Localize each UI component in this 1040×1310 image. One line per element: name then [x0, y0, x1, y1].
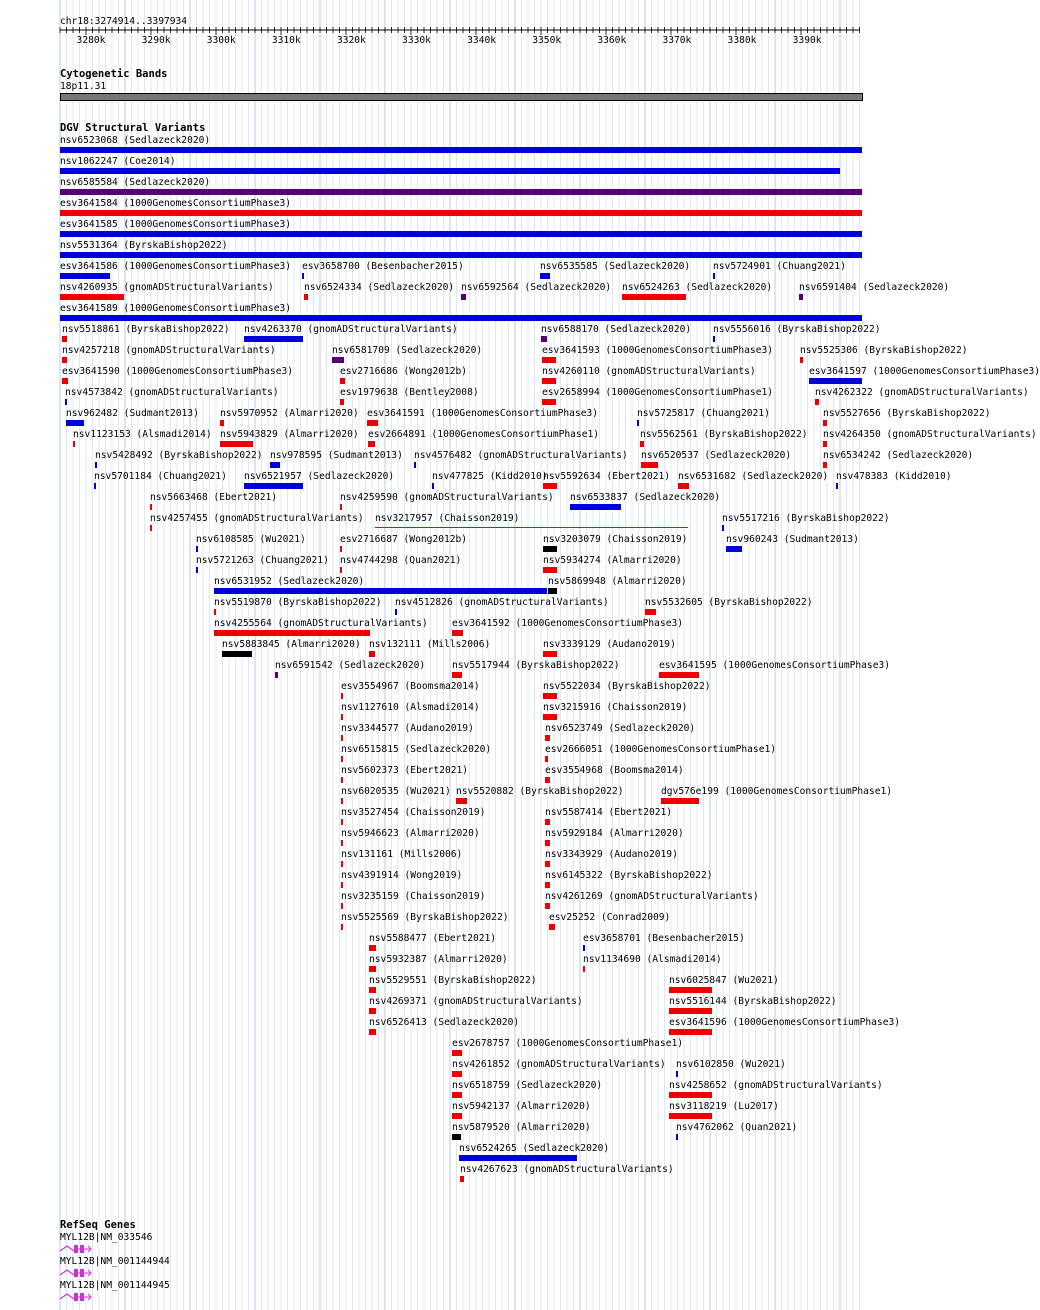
region-label: chr18:3274914..3397934: [60, 16, 188, 27]
sv-feature-bar[interactable]: [220, 441, 253, 447]
sv-feature-label: nsv5532605 (ByrskaBishop2022): [645, 597, 813, 608]
sv-feature-label: nsv5522034 (ByrskaBishop2022): [543, 681, 711, 692]
sv-feature-bar[interactable]: [659, 672, 699, 678]
sv-feature-bar[interactable]: [340, 567, 342, 573]
sv-feature-label: nsv4269371 (gnomADStructuralVariants): [369, 996, 583, 1007]
sv-feature-bar[interactable]: [809, 378, 862, 384]
sv-feature-label: nsv6524265 (Sedlazeck2020): [459, 1143, 610, 1154]
sv-feature-label: esv3641595 (1000GenomesConsortiumPhase3): [659, 660, 891, 671]
refseq-track-title: RefSeq Genes: [60, 1219, 136, 1231]
sv-feature-bar[interactable]: [432, 483, 434, 489]
sv-feature-bar[interactable]: [196, 567, 198, 573]
sv-feature-label: nsv6592564 (Sedlazeck2020): [461, 282, 612, 293]
sv-feature-bar[interactable]: [542, 378, 556, 384]
sv-feature-label: nsv6102850 (Wu2021): [676, 1059, 786, 1070]
sv-feature-bar[interactable]: [60, 252, 862, 258]
sv-feature-label: nsv4391914 (Wong2019): [341, 870, 463, 881]
sv-feature-label: nsv1123153 (Alsmadi2014): [73, 429, 212, 440]
sv-feature-bar[interactable]: [341, 861, 343, 867]
sv-feature-bar[interactable]: [341, 798, 343, 804]
sv-feature-label: esv25252 (Conrad2009): [549, 912, 671, 923]
sv-feature-label: nsv5517216 (ByrskaBishop2022): [722, 513, 890, 524]
sv-feature-bar[interactable]: [641, 462, 658, 468]
sv-feature-label: nsv3215916 (Chaisson2019): [543, 702, 688, 713]
sv-feature-label: nsv131161 (Mills2006): [341, 849, 463, 860]
sv-feature-bar[interactable]: [452, 1113, 462, 1119]
sv-feature-bar[interactable]: [570, 504, 621, 510]
sv-feature-bar[interactable]: [669, 987, 712, 993]
sv-feature-bar[interactable]: [540, 273, 550, 279]
sv-feature-bar[interactable]: [60, 231, 862, 237]
sv-feature-label: nsv3339129 (Audano2019): [543, 639, 676, 650]
dgv-track-title: DGV Structural Variants: [60, 122, 206, 134]
sv-feature-label: nsv3527454 (Chaisson2019): [341, 807, 486, 818]
sv-feature-label: nsv6025847 (Wu2021): [669, 975, 779, 986]
sv-feature-bar[interactable]: [367, 420, 378, 426]
sv-feature-bar[interactable]: [452, 672, 462, 678]
sv-feature-label: nsv5525306 (ByrskaBishop2022): [800, 345, 968, 356]
sv-feature-label: nsv978595 (Sudmant2013): [270, 450, 403, 461]
sv-feature-label: nsv5531364 (ByrskaBishop2022): [60, 240, 228, 251]
sv-feature-bar[interactable]: [545, 861, 550, 867]
sv-feature-bar[interactable]: [543, 651, 557, 657]
sv-feature-bar[interactable]: [583, 966, 585, 972]
sv-feature-label: nsv6521957 (Sedlazeck2020): [244, 471, 395, 482]
sv-feature-bar[interactable]: [461, 294, 466, 300]
sv-feature-label: nsv5602373 (Ebert2021): [341, 765, 469, 776]
sv-feature-label: nsv5518861 (ByrskaBishop2022): [62, 324, 230, 335]
sv-feature-label: esv3641586 (1000GenomesConsortiumPhase3): [60, 261, 292, 272]
sv-feature-bar[interactable]: [543, 714, 557, 720]
sv-feature-bar[interactable]: [452, 1050, 462, 1056]
ruler-tick-label: 3330k: [402, 35, 431, 46]
sv-feature-label: esv3641589 (1000GenomesConsortiumPhase3): [60, 303, 292, 314]
sv-feature-bar[interactable]: [270, 462, 280, 468]
sv-feature-bar[interactable]: [214, 609, 216, 615]
sv-feature-bar[interactable]: [341, 756, 343, 762]
sv-feature-label: nsv4573842 (gnomADStructuralVariants): [65, 387, 279, 398]
sv-feature-label: nsv3203079 (Chaisson2019): [543, 534, 688, 545]
ruler-tick-label: 3360k: [597, 35, 627, 46]
sv-feature-label: nsv6520537 (Sedlazeck2020): [641, 450, 792, 461]
gene-label: MYL12B|NM_001144944: [60, 1256, 170, 1267]
ruler-tick-label: 3320k: [336, 35, 366, 46]
sv-feature-bar[interactable]: [452, 630, 463, 636]
sv-feature-bar[interactable]: [340, 546, 342, 552]
sv-feature-label: nsv5943829 (Almarri2020): [220, 429, 359, 440]
sv-feature-label: nsv5724901 (Chuang2021): [713, 261, 846, 272]
sv-feature-bar[interactable]: [726, 546, 742, 552]
sv-feature-label: nsv6518759 (Sedlazeck2020): [452, 1080, 603, 1091]
sv-feature-bar[interactable]: [60, 147, 862, 153]
sv-feature-bar[interactable]: [713, 273, 715, 279]
sv-feature-label: nsv4261852 (gnomADStructuralVariants): [452, 1059, 666, 1070]
cytoband-track-title: Cytogenetic Bands: [60, 68, 168, 80]
ruler-tick-label: 3300k: [206, 35, 236, 46]
sv-feature-label: nsv960243 (Sudmant2013): [726, 534, 859, 545]
sv-feature-label: nsv4255564 (gnomADStructuralVariants): [214, 618, 428, 629]
sv-feature-label: nsv5883845 (Almarri2020): [222, 639, 361, 650]
sv-feature-bar[interactable]: [369, 966, 376, 972]
sv-feature-label: nsv6534242 (Sedlazeck2020): [823, 450, 974, 461]
sv-feature-label: nsv6533837 (Sedlazeck2020): [570, 492, 721, 503]
sv-feature-bar[interactable]: [62, 357, 67, 363]
sv-feature-bar[interactable]: [676, 1071, 678, 1077]
sv-feature-bar[interactable]: [196, 546, 198, 552]
sv-feature-bar[interactable]: [545, 882, 550, 888]
sv-feature-bar[interactable]: [549, 924, 555, 930]
sv-feature-label: nsv4264350 (gnomADStructuralVariants): [823, 429, 1037, 440]
sv-feature-label: nsv1062247 (Coe2014): [60, 156, 176, 167]
sv-feature-bar[interactable]: [150, 525, 152, 531]
sv-feature-bar[interactable]: [214, 630, 370, 636]
sv-feature-label: dgv576e199 (1000GenomesConsortiumPhase1): [661, 786, 893, 797]
sv-feature-bar[interactable]: [661, 798, 699, 804]
sv-feature-bar[interactable]: [368, 441, 375, 447]
sv-feature-label: esv3554968 (Boomsma2014): [545, 765, 684, 776]
sv-feature-bar[interactable]: [583, 945, 585, 951]
sv-feature-bar[interactable]: [340, 504, 342, 510]
sv-feature-label: nsv5879520 (Almarri2020): [452, 1122, 591, 1133]
sv-feature-label: nsv5529551 (ByrskaBishop2022): [369, 975, 537, 986]
sv-feature-bar[interactable]: [669, 1008, 712, 1014]
sv-feature-bar[interactable]: [414, 462, 416, 468]
sv-feature-label: nsv3344577 (Audano2019): [341, 723, 474, 734]
sv-feature-label: nsv6515815 (Sedlazeck2020): [341, 744, 492, 755]
sv-feature-bar[interactable]: [800, 357, 803, 363]
sv-feature-label: nsv6531682 (Sedlazeck2020): [678, 471, 829, 482]
sv-feature-label: nsv4744298 (Quan2021): [340, 555, 462, 566]
sv-feature-bar[interactable]: [545, 903, 550, 909]
sv-feature-bar[interactable]: [543, 567, 557, 573]
sv-feature-bar[interactable]: [62, 336, 67, 342]
sv-feature-label: esv3641597 (1000GenomesConsortiumPhase3): [809, 366, 1040, 377]
sv-feature-label: nsv5932387 (Almarri2020): [369, 954, 508, 965]
sv-feature-bar[interactable]: [340, 399, 344, 405]
sv-feature-bar[interactable]: [815, 399, 819, 405]
sv-feature-bar[interactable]: [543, 546, 557, 552]
sv-feature-bar[interactable]: [73, 441, 75, 447]
sv-feature-bar[interactable]: [341, 819, 343, 825]
sv-feature-label: nsv5556016 (ByrskaBishop2022): [713, 324, 881, 335]
sv-feature-bar[interactable]: [302, 273, 304, 279]
ruler-tick-label: 3350k: [532, 35, 562, 46]
sv-feature-label: nsv6591404 (Sedlazeck2020): [799, 282, 950, 293]
sv-feature-label: nsv5428492 (ByrskaBishop2022): [95, 450, 263, 461]
sv-feature-label: nsv6526413 (Sedlazeck2020): [369, 1017, 520, 1028]
sv-feature-label: nsv5562561 (ByrskaBishop2022): [640, 429, 808, 440]
sv-feature-bar[interactable]: [60, 294, 124, 300]
sv-feature-label: nsv6523749 (Sedlazeck2020): [545, 723, 696, 734]
sv-feature-label: nsv6145322 (ByrskaBishop2022): [545, 870, 713, 881]
sv-feature-bar[interactable]: [456, 798, 467, 804]
sv-feature-label: nsv478383 (Kidd2010): [836, 471, 952, 482]
cytoband-bar[interactable]: [60, 93, 863, 101]
sv-feature-label: nsv5527656 (ByrskaBishop2022): [823, 408, 991, 419]
sv-feature-label: nsv962482 (Sudmant2013): [66, 408, 199, 419]
sv-feature-bar[interactable]: [340, 378, 345, 384]
sv-feature-bar[interactable]: [545, 840, 550, 846]
sv-feature-label: nsv5701184 (Chuang2021): [94, 471, 227, 482]
sv-feature-label: nsv477825 (Kidd2010): [432, 471, 548, 482]
sv-feature-bar[interactable]: [669, 1113, 712, 1119]
sv-feature-label: esv3641585 (1000GenomesConsortiumPhase3): [60, 219, 292, 230]
sv-feature-label: esv3658701 (Besenbacher2015): [583, 933, 745, 944]
sv-feature-label: nsv5869948 (Almarri2020): [548, 576, 687, 587]
sv-feature-label: nsv4762062 (Quan2021): [676, 1122, 798, 1133]
gene-model-icon[interactable]: [59, 1243, 95, 1255]
sv-feature-bar[interactable]: [452, 1071, 462, 1077]
sv-feature-label: nsv5587414 (Ebert2021): [545, 807, 673, 818]
sv-feature-label: nsv5946623 (Almarri2020): [341, 828, 480, 839]
sv-feature-bar[interactable]: [341, 924, 343, 930]
sv-feature-label: nsv5970952 (Almarri2020): [220, 408, 359, 419]
sv-feature-bar[interactable]: [460, 1176, 464, 1182]
ruler-tick-label: 3280k: [76, 35, 106, 46]
cytoband-label: 18p11.31: [60, 81, 107, 92]
sv-feature-label: nsv6524263 (Sedlazeck2020): [622, 282, 773, 293]
sv-feature-label: nsv6020535 (Wu2021): [341, 786, 451, 797]
sv-feature-bar[interactable]: [341, 903, 343, 909]
sv-feature-bar[interactable]: [220, 420, 224, 426]
sv-feature-bar[interactable]: [94, 483, 96, 489]
sv-feature-bar[interactable]: [823, 441, 827, 447]
sv-feature-label: nsv3343929 (Audano2019): [545, 849, 678, 860]
sv-feature-label: nsv3118219 (Lu2017): [669, 1101, 779, 1112]
sv-feature-bar[interactable]: [369, 987, 376, 993]
sv-feature-bar[interactable]: [244, 336, 303, 342]
ruler-tick-label: 3290k: [141, 35, 171, 46]
gene-model-icon[interactable]: [59, 1291, 95, 1303]
sv-feature-label: nsv5588477 (Ebert2021): [369, 933, 497, 944]
sv-feature-label: nsv4258652 (gnomADStructuralVariants): [669, 1080, 883, 1091]
sv-feature-label: esv3641591 (1000GenomesConsortiumPhase3): [367, 408, 599, 419]
sv-feature-label: esv3641584 (1000GenomesConsortiumPhase3): [60, 198, 292, 209]
sv-feature-bar[interactable]: [244, 483, 303, 489]
sv-feature-label: nsv132111 (Mills2006): [369, 639, 491, 650]
sv-feature-label: nsv4262322 (gnomADStructuralVariants): [815, 387, 1029, 398]
sv-feature-label: esv2666051 (1000GenomesConsortiumPhase1): [545, 744, 777, 755]
sv-feature-bar[interactable]: [713, 336, 715, 342]
sv-feature-bar[interactable]: [214, 588, 547, 594]
ruler-tick-label: 3310k: [271, 35, 301, 46]
sv-feature-bar[interactable]: [332, 357, 344, 363]
sv-feature-bar[interactable]: [66, 420, 84, 426]
sv-feature-label: esv3554967 (Boomsma2014): [341, 681, 480, 692]
sv-feature-label: nsv1127610 (Alsmadi2014): [341, 702, 480, 713]
sv-feature-bar[interactable]: [799, 294, 803, 300]
sv-feature-label: nsv5525569 (ByrskaBishop2022): [341, 912, 509, 923]
sv-feature-label: esv3641592 (1000GenomesConsortiumPhase3): [452, 618, 684, 629]
sv-feature-bar[interactable]: [545, 756, 548, 762]
sv-feature-label: esv1979638 (Bentley2008): [340, 387, 479, 398]
sv-feature-label: esv3641593 (1000GenomesConsortiumPhase3): [542, 345, 774, 356]
sv-feature-bar[interactable]: [369, 1008, 376, 1014]
sv-feature-label: nsv6108585 (Wu2021): [196, 534, 306, 545]
sv-feature-bar[interactable]: [369, 651, 375, 657]
sv-feature-bar[interactable]: [369, 945, 376, 951]
sv-feature-bar[interactable]: [541, 336, 547, 342]
sv-feature-bar[interactable]: [722, 525, 724, 531]
sv-feature-bar[interactable]: [341, 882, 343, 888]
sv-feature-bar[interactable]: [60, 189, 862, 195]
gene-model-icon[interactable]: [59, 1267, 95, 1279]
sv-feature-label: nsv6588170 (Sedlazeck2020): [541, 324, 692, 335]
sv-feature-bar[interactable]: [543, 483, 557, 489]
sv-feature-bar[interactable]: [304, 294, 308, 300]
sv-feature-label: nsv6531952 (Sedlazeck2020): [214, 576, 365, 587]
sv-feature-bar[interactable]: [452, 1134, 461, 1140]
sv-feature-label: nsv5516144 (ByrskaBishop2022): [669, 996, 837, 1007]
sv-feature-label: nsv4512826 (gnomADStructuralVariants): [395, 597, 609, 608]
sv-feature-label: nsv4576482 (gnomADStructuralVariants): [414, 450, 628, 461]
sv-feature-bar[interactable]: [452, 1092, 462, 1098]
sv-feature-label: esv2716687 (Wong2012b): [340, 534, 468, 545]
sv-feature-bar[interactable]: [459, 1155, 577, 1161]
sv-feature-bar[interactable]: [545, 777, 550, 783]
sv-feature-label: nsv5934274 (Almarri2020): [543, 555, 682, 566]
sv-feature-label: nsv4260935 (gnomADStructuralVariants): [60, 282, 274, 293]
sv-feature-label: nsv4257455 (gnomADStructuralVariants): [150, 513, 364, 524]
ruler-tick-marks: [60, 27, 860, 35]
sv-feature-bar[interactable]: [222, 651, 252, 657]
sv-feature-label: nsv5592634 (Ebert2021): [543, 471, 671, 482]
sv-feature-bar[interactable]: [60, 273, 110, 279]
sv-feature-label: nsv5725817 (Chuang2021): [637, 408, 770, 419]
sv-feature-label: esv2716686 (Wong2012b): [340, 366, 468, 377]
sv-feature-label: nsv5942137 (Almarri2020): [452, 1101, 591, 1112]
sv-feature-bar[interactable]: [640, 441, 644, 447]
sv-feature-label: nsv5663468 (Ebert2021): [150, 492, 278, 503]
sv-feature-bar[interactable]: [543, 693, 557, 699]
sv-feature-bar[interactable]: [823, 420, 827, 426]
sv-feature-bar[interactable]: [369, 1029, 376, 1035]
sv-feature-bar[interactable]: [545, 819, 550, 825]
sv-feature-bar[interactable]: [542, 357, 556, 363]
sv-feature-bar[interactable]: [341, 840, 343, 846]
sv-feature-label: nsv6591542 (Sedlazeck2020): [275, 660, 426, 671]
sv-feature-label: nsv5520882 (ByrskaBishop2022): [456, 786, 624, 797]
sv-feature-bar[interactable]: [542, 399, 556, 405]
sv-feature-bar[interactable]: [823, 462, 827, 468]
sv-feature-bar[interactable]: [622, 294, 686, 300]
sv-feature-bar[interactable]: [341, 777, 343, 783]
ruler-axis: [0, 0, 890, 60]
sv-feature-bar[interactable]: [395, 609, 397, 615]
sv-feature-label: esv3658700 (Besenbacher2015): [302, 261, 464, 272]
sv-feature-label: nsv4261269 (gnomADStructuralVariants): [545, 891, 759, 902]
sv-feature-bar[interactable]: [676, 1134, 678, 1140]
sv-feature-bar[interactable]: [275, 672, 278, 678]
sv-feature-bar[interactable]: [62, 378, 68, 384]
sv-feature-label: esv3641596 (1000GenomesConsortiumPhase3): [669, 1017, 901, 1028]
sv-feature-bar[interactable]: [548, 588, 557, 594]
sv-feature-bar[interactable]: [65, 399, 67, 405]
sv-feature-label: nsv4263370 (gnomADStructuralVariants): [244, 324, 458, 335]
sv-feature-label: nsv1134690 (Alsmadi2014): [583, 954, 722, 965]
gene-label: MYL12B|NM_001144945: [60, 1280, 170, 1291]
sv-feature-bar[interactable]: [341, 693, 343, 699]
sv-feature-label: nsv6585584 (Sedlazeck2020): [60, 177, 211, 188]
ruler-tick-label: 3340k: [467, 35, 497, 46]
sv-feature-label: nsv4257218 (gnomADStructuralVariants): [62, 345, 276, 356]
sv-feature-bar[interactable]: [678, 483, 689, 489]
sv-feature-bar[interactable]: [669, 1092, 712, 1098]
sv-feature-label: esv2664891 (1000GenomesConsortiumPhase1): [368, 429, 600, 440]
sv-feature-label: nsv6535585 (Sedlazeck2020): [540, 261, 691, 272]
sv-feature-label: nsv5721263 (Chuang2021): [196, 555, 329, 566]
sv-feature-label: nsv6523068 (Sedlazeck2020): [60, 135, 211, 146]
sv-feature-bar[interactable]: [637, 420, 639, 426]
gene-label: MYL12B|NM_033546: [60, 1232, 153, 1243]
sv-feature-bar[interactable]: [341, 735, 343, 741]
sv-feature-bar[interactable]: [60, 315, 862, 321]
ruler-tick-label: 3390k: [792, 35, 822, 46]
sv-feature-label: esv3641590 (1000GenomesConsortiumPhase3): [62, 366, 294, 377]
ruler-tick-label: 3370k: [662, 35, 692, 46]
sv-feature-bar[interactable]: [836, 483, 838, 489]
sv-feature-bar[interactable]: [645, 609, 656, 615]
sv-feature-label: nsv6524334 (Sedlazeck2020): [304, 282, 455, 293]
sv-feature-bar[interactable]: [95, 462, 97, 468]
sv-feature-label: nsv5519870 (ByrskaBishop2022): [214, 597, 382, 608]
sv-feature-bar[interactable]: [150, 504, 152, 510]
sv-feature-label: nsv4259590 (gnomADStructuralVariants): [340, 492, 554, 503]
sv-feature-label: nsv4267623 (gnomADStructuralVariants): [460, 1164, 674, 1175]
sv-feature-bar[interactable]: [60, 168, 840, 174]
sv-feature-label: nsv6581709 (Sedlazeck2020): [332, 345, 483, 356]
sv-feature-label: esv2678757 (1000GenomesConsortiumPhase1): [452, 1038, 684, 1049]
sv-feature-bar[interactable]: [341, 714, 343, 720]
sv-feature-label: nsv3217957 (Chaisson2019): [375, 513, 520, 524]
sv-feature-bar[interactable]: [60, 210, 862, 216]
sv-feature-bar[interactable]: [375, 527, 688, 528]
sv-feature-label: nsv4260110 (gnomADStructuralVariants): [542, 366, 756, 377]
sv-feature-label: nsv5929184 (Almarri2020): [545, 828, 684, 839]
sv-feature-bar[interactable]: [545, 735, 550, 741]
sv-feature-label: nsv5517944 (ByrskaBishop2022): [452, 660, 620, 671]
ruler-tick-label: 3380k: [727, 35, 757, 46]
sv-feature-bar[interactable]: [669, 1029, 712, 1035]
sv-feature-label: nsv3235159 (Chaisson2019): [341, 891, 486, 902]
sv-feature-label: esv2658994 (1000GenomesConsortiumPhase1): [542, 387, 774, 398]
